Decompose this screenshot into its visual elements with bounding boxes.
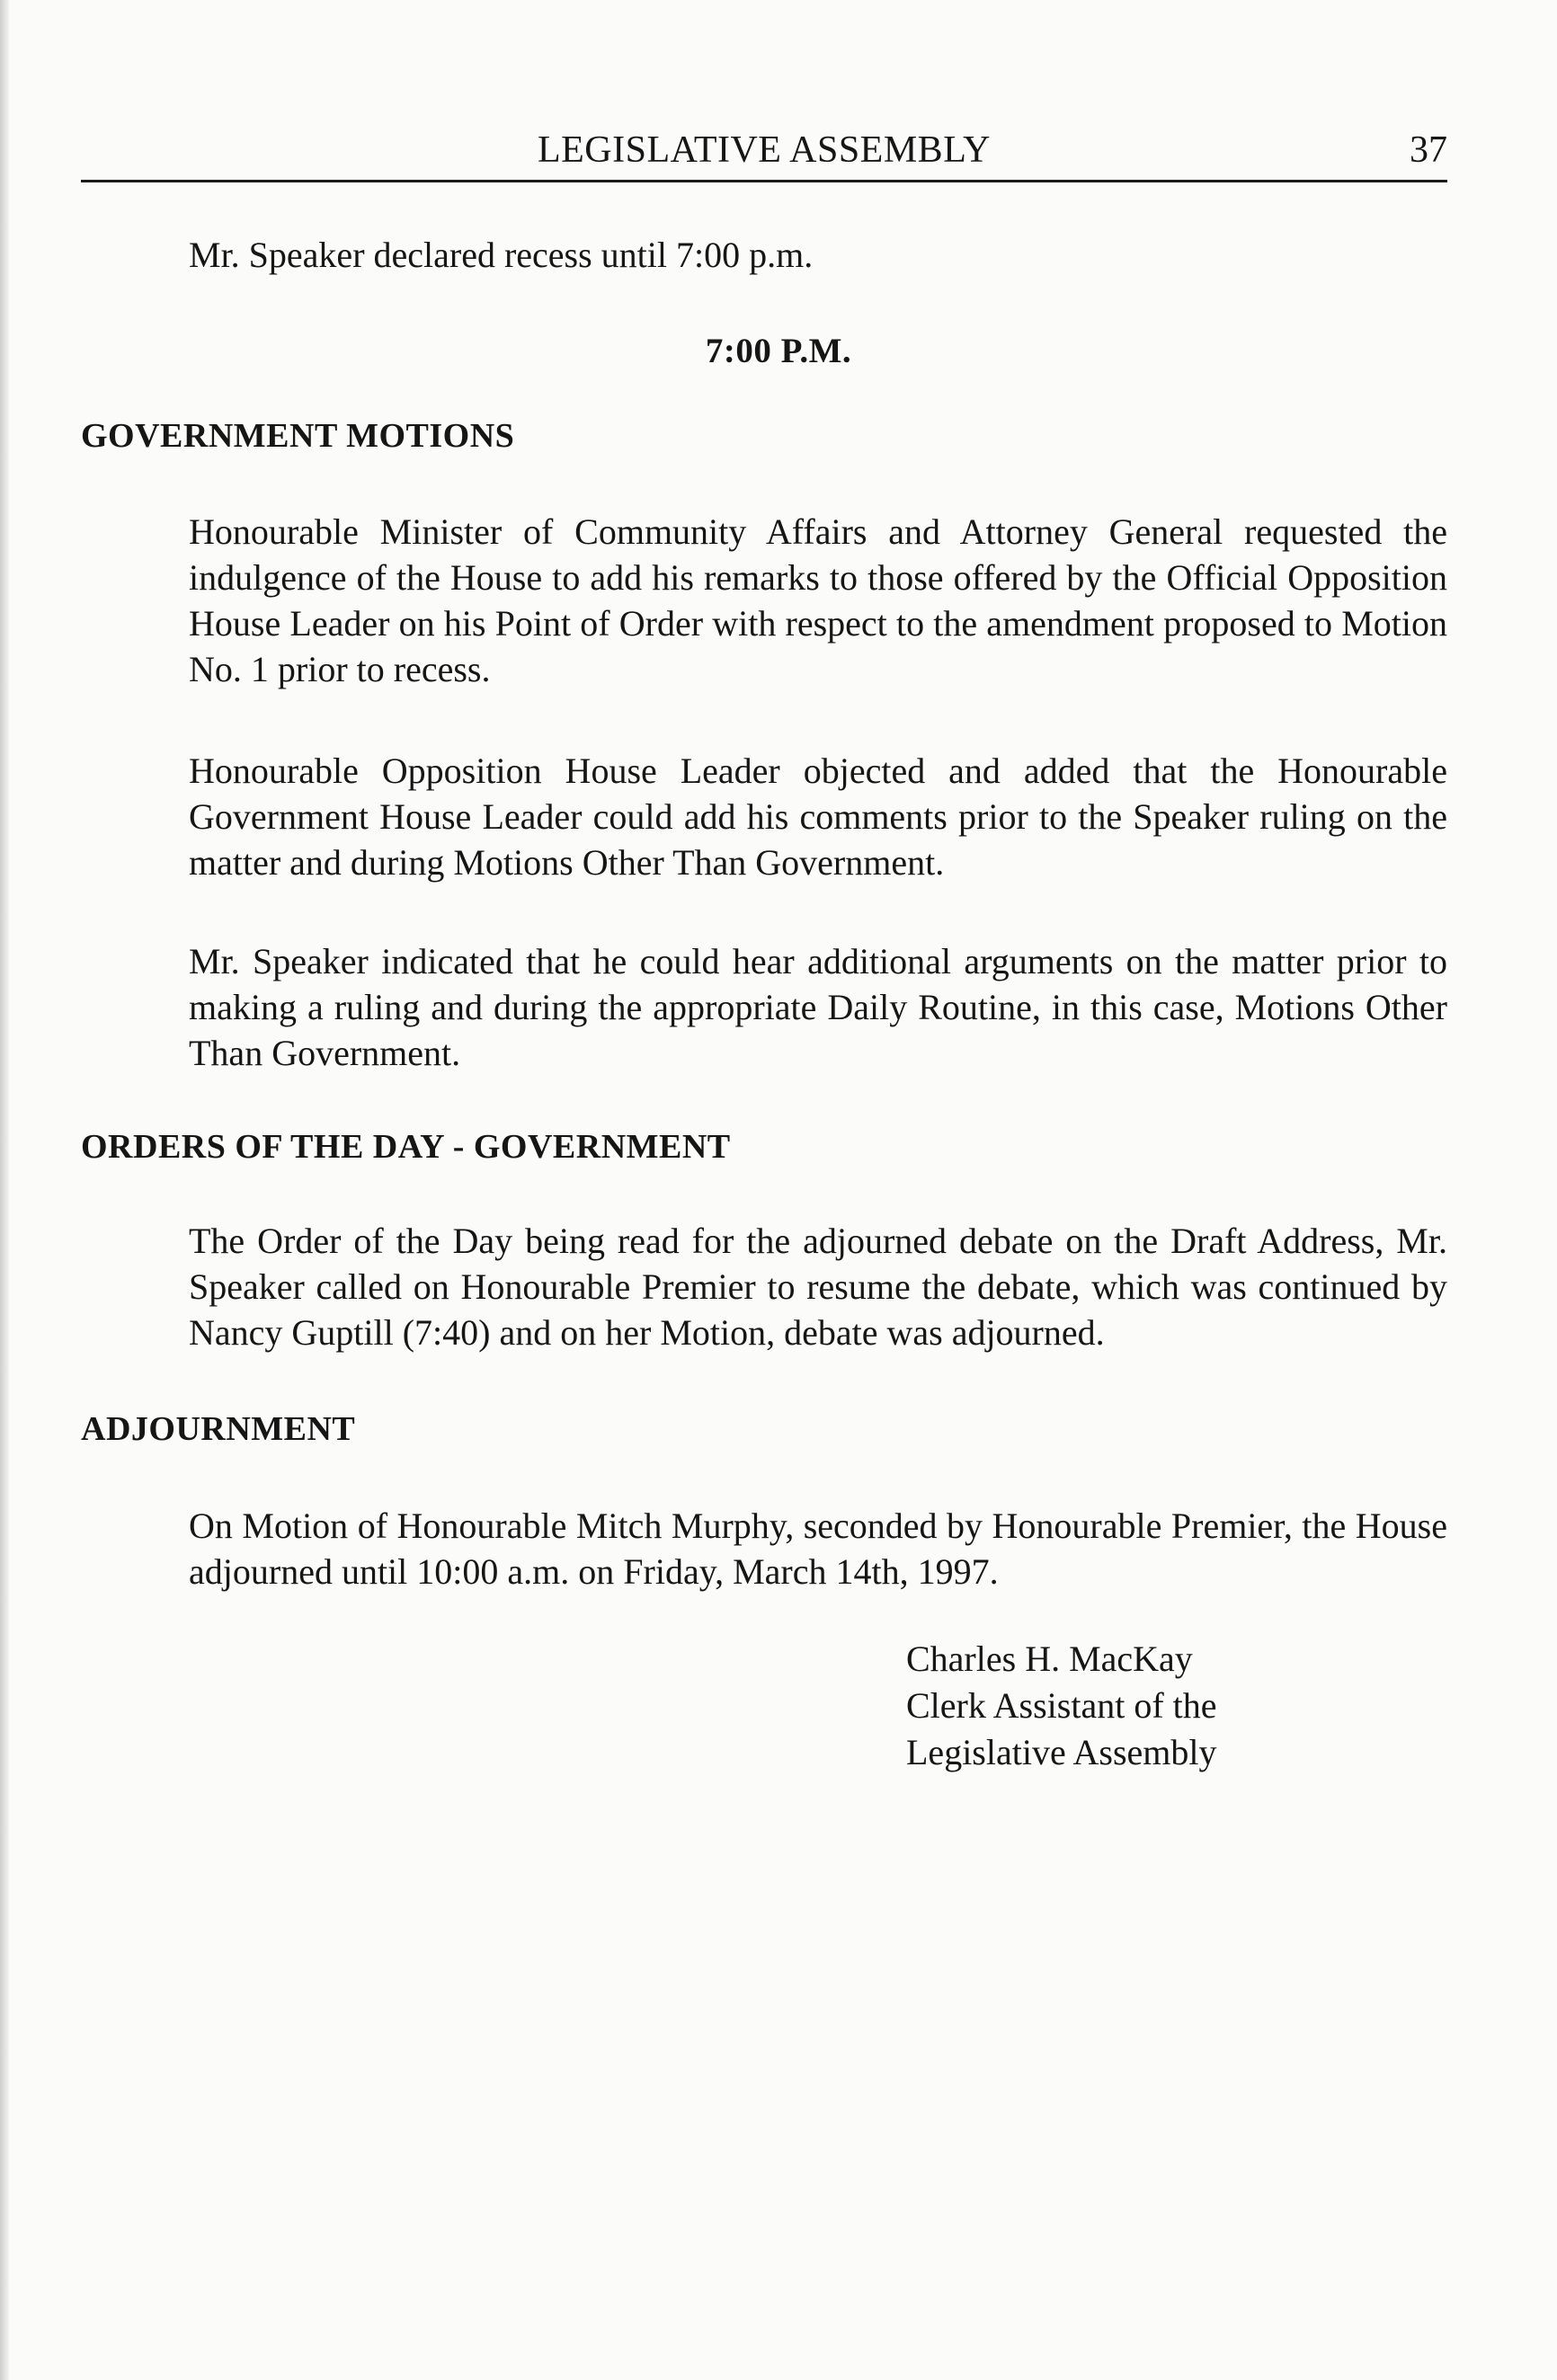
running-title: LEGISLATIVE ASSEMBLY <box>538 129 991 171</box>
page-number: 37 <box>1410 129 1447 171</box>
section-heading-adjournment: ADJOURNMENT <box>81 1410 356 1448</box>
paragraph-opposition-objection: Honourable Opposition House Leader objected and added that the Honourable Government House Leader could add his comments prior to the Speaker ruling on the matter and during Motions Other Than Government. <box>189 750 1447 883</box>
section-heading-orders-of-the-day: ORDERS OF THE DAY - GOVERNMENT <box>81 1128 731 1166</box>
time-heading: 7:00 P.M. <box>705 332 852 370</box>
section-heading-government-motions: GOVERNMENT MOTIONS <box>81 417 515 455</box>
signature-block <box>906 1636 1217 1776</box>
paragraph-draft-address-debate: The Order of the Day being read for the adjourned debate on the Draft Address, Mr. Speaker called on Honourable Premier to resume the debate, which was continued by Nancy Guptill (7:40) and on her Motion, debate was adjourned. <box>189 1221 1447 1353</box>
recess-note: Mr. Speaker declared recess until 7:00 p.m. <box>189 235 814 275</box>
signatory-name: Charles H. MacKay <box>906 1638 1193 1679</box>
header-rule <box>81 180 1447 182</box>
page-header <box>81 124 1447 176</box>
paragraph-adjournment-motion: On Motion of Honourable Mitch Murphy, seconded by Honourable Premier, the House adjourned until 10:00 a.m. on Friday, March 14th, 1997. <box>189 1505 1447 1592</box>
signatory-title-line-1: Clerk Assistant of the <box>906 1685 1217 1726</box>
signatory-title-line-2: Legislative Assembly <box>906 1732 1217 1772</box>
paragraph-speaker-indication: Mr. Speaker indicated that he could hear additional arguments on the matter prior to making a ruling and during the appropriate Daily Routine, in this case, Motions Other Than Government. <box>189 941 1447 1073</box>
paragraph-minister-request: Honourable Minister of Community Affairs and Attorney General requested the indulgence of the House to add his remarks to those offered by the Official Opposition House Leader on his Point of Order with respect to the amendment proposed to Motion No. 1 prior to recess. <box>189 511 1447 689</box>
